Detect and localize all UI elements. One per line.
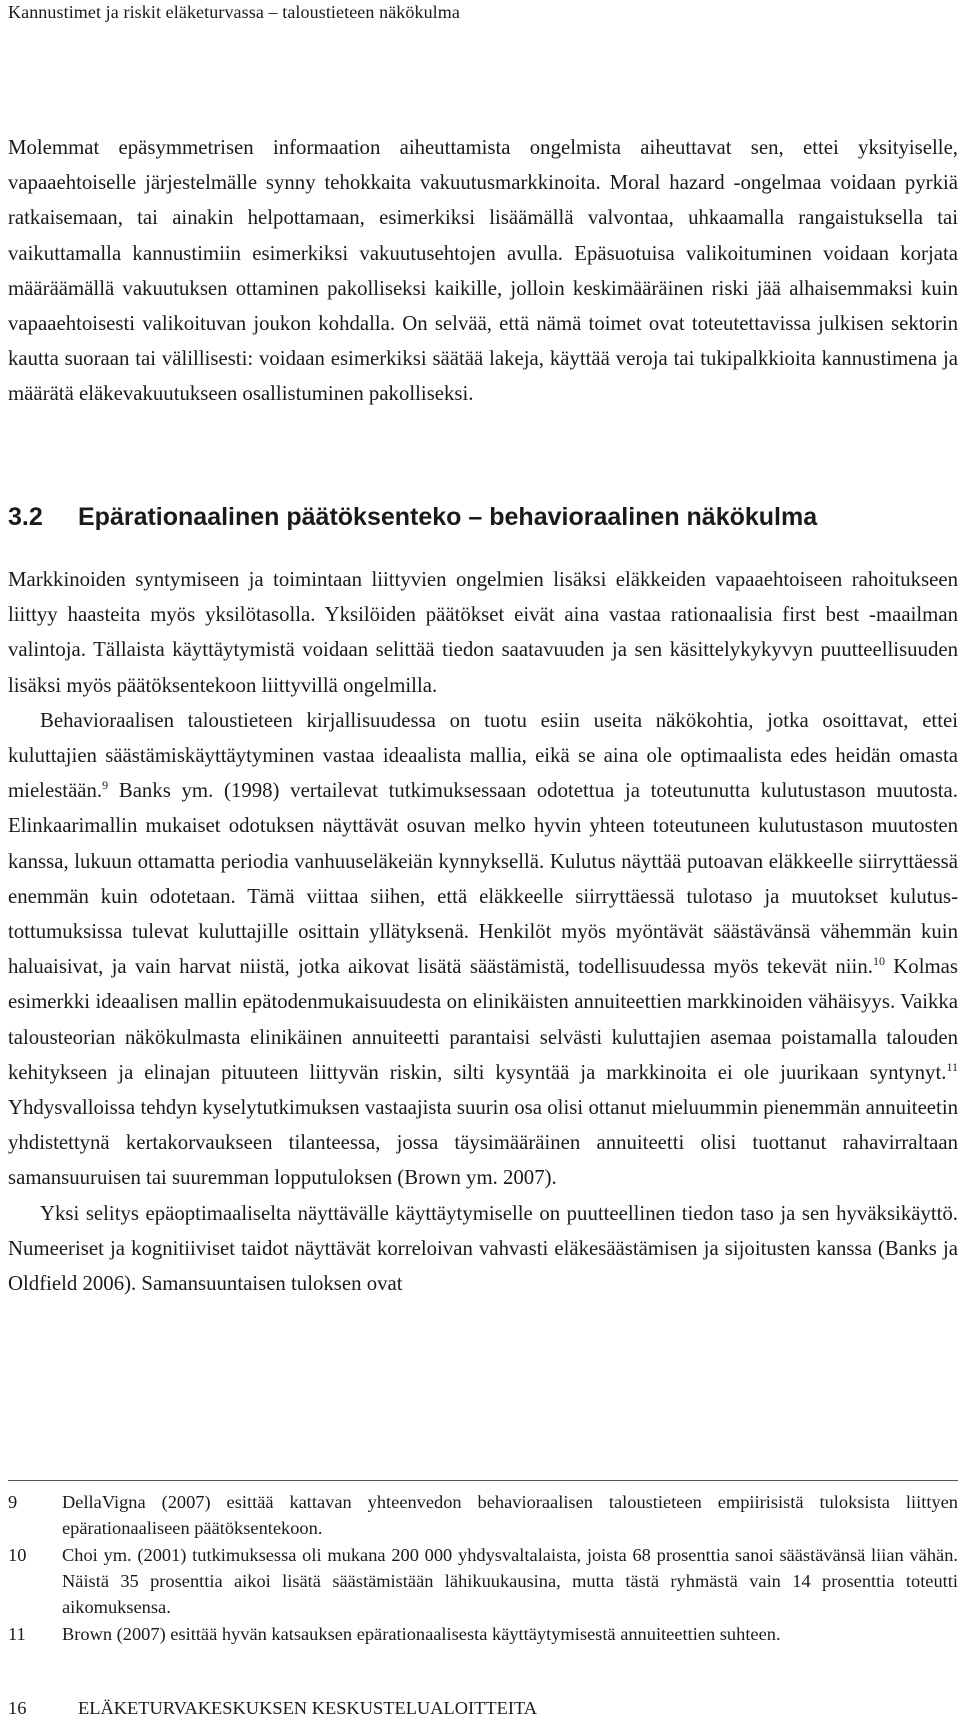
footnote-number: 11 [8, 1624, 26, 1644]
footnote-number: 9 [8, 1492, 18, 1512]
paragraph: Yksi selitys epäoptimaaliselta näyttävälle käyttäytymiselle on puutteellinen tiedon taso ja sen hyväksikäyttö. Numeeriset ja kognitiiviset taidot näyttävät korreloivan vahvasti eläkesäästämisen ja sijoitusten kanssa (Banks ja Oldfield 2006). Samansuuntaisen tuloksen ovat [8, 1201, 958, 1296]
section-number: 3.2 [8, 503, 43, 531]
footnote-ref[interactable]: 11 [946, 1059, 958, 1074]
footnote-text: Choi ym. (2001) tutkimuksessa oli mukana 200 000 yhdysvaltalaista, joista 68 prosenttia sanoi säästävänsä liian vähän. Näistä 35 prosenttia aikoi lisätä säästämistään lähikuukausina, mutta tästä ryhmästä vain 14 prosenttia toteutti aikomuksensa. [62, 1545, 958, 1617]
footnotes [8, 1489, 958, 1648]
section-text-block [8, 562, 958, 1301]
text-run: Behavioraalisen taloustieteen kirjallisuudessa on tuotu esiin useita näkökohtia, jotka osoittavat, ettei kuluttajien säästämiskäyttäytyminen vastaa ideaalista mallia, eikä se aina ole optimaalista edes heidän omasta mielestään. [8, 708, 958, 803]
footnote-text: Brown (2007) esittää hyvän katsauksen epärationaalisesta käyttäytymisestä annuiteettien suhteen. [62, 1624, 781, 1644]
paragraph [8, 703, 958, 1196]
footnote [8, 1542, 958, 1620]
text-run: Banks ym. (1998) vertailevat tutkimuksessaan odotettua ja toteutunutta kulutustason muutosta. Elinkaarimallin mukaiset odotuksen näyttävät osuvan melko hyvin yhteen toteutuneen kulutustason muutosten kanssa, lukuun ottamatta periodia vanhuuseläkeiän kynnyksellä. Kulutus näyttää putoavan eläkkeelle siirryttäessä enemmän kuin odotetaan. Tämä viittaa siihen, että eläkkeelle siirryttäessä tulotaso ja muutokset kulutustottumuksissa tulevat kuluttajille osittain yllätyksenä. Henkilöt myös myöntävät säästävänsä vähemmän kuin haluaisivat, ja vain harvat niistä, jotka aikovat lisätä säästämistä, todellisuudessa myös tekevät niin. [8, 779, 958, 979]
intro-text-block [8, 130, 958, 412]
footnote-divider [8, 1480, 958, 1481]
paragraph: Molemmat epäsymmetrisen informaation aiheuttamista ongelmista aiheuttavat sen, ettei yksityiselle, vapaaehtoiselle järjestelmälle synny tehokkaita vakuutusmarkkinoita. Moral hazard -ongelmaa voidaan pyrkiä ratkaisemaan, tai ainakin helpottamaan, esimerkiksi lisäämällä valvontaa, uhkaamalla rangaistuksella tai vaikuttamalla kannustimiin esimerkiksi vakuutusehtojen avulla. Epäsuotuisa valikoituminen voidaan korjata määräämällä vakuutuksen ottaminen pakolliseksi kaikille, jolloin keskimääräinen riski jää alhaisemmaksi kuin vapaaehtoisesti valikoituvan joukon kohdalla. On selvää, että nämä toimet ovat toteutettavissa julkisen sektorin kautta suoraan tai välillisesti: voidaan esimerkiksi säätää lakeja, käyttää veroja tai tukipalkkioita kannustimena ja määrätä eläkevakuutukseen osallistuminen pakolliseksi. [8, 136, 958, 406]
footnote [8, 1621, 958, 1647]
running-head: Kannustimet ja riskit eläketurvassa – taloustieteen näkökulma [8, 2, 460, 22]
page-footer [8, 1698, 537, 1719]
text-run: Yhdysvalloissa tehdyn kyselytutkimuksen vastaajista suurin osa olisi ottanut mieluummin pienemmän annuiteetin yhdistettynä kertakorvaukseen tilanteessa, jossa täysimääräinen annuiteetti olisi tuottanut rahavirraltaan samansuuruisen tai suuremman lopputuloksen (Brown ym. 2007). [8, 1096, 958, 1190]
footnote-text: DellaVigna (2007) esittää kattavan yhteenvedon behavioraalisen taloustieteen empiirisistä tuloksista liittyen epärationaaliseen päätöksentekoon. [62, 1492, 958, 1538]
series-title: ELÄKETURVAKESKUKSEN KESKUSTELUALOITTEITA [78, 1698, 537, 1718]
text-run: Kolmas esimerkki ideaalisen mallin epätodenmukaisuudesta on elinikäisten annuiteettien markkinoiden vähäisyys. Vaikka talousteorian näkökulmasta elinikäinen annuiteetti parantaisi selvästi kuluttajien asemaa poistamalla talouden kehitykseen ja elinajan pituuteen liittyvän riskin, silti kysyntää ja markkinoita ei ole juurikaan syntynyt. [8, 955, 958, 1084]
footnote [8, 1489, 958, 1541]
footnote-ref[interactable]: 9 [102, 778, 109, 793]
footnote-number: 10 [8, 1545, 27, 1565]
section-title: Epärationaalinen päätöksenteko – behavioraalinen näkökulma [78, 503, 818, 531]
paragraph: Markkinoiden syntymiseen ja toimintaan liittyvien ongelmien lisäksi eläkkeiden vapaaehtoiseen rahoitukseen liittyy haasteita myös yksilötasolla. Yksilöiden päätökset eivät aina vastaa rationaalisia first best -maailman valintoja. Tällaista käyttäytymistä voidaan selittää tiedon saatavuuden ja sen käsittelykykyvyn puutteellisuuden lisäksi myös päätöksentekoon liittyvillä ongelmilla. [8, 568, 958, 697]
page-number: 16 [8, 1698, 27, 1718]
section-heading [8, 503, 817, 532]
footnote-ref[interactable]: 10 [872, 954, 885, 969]
